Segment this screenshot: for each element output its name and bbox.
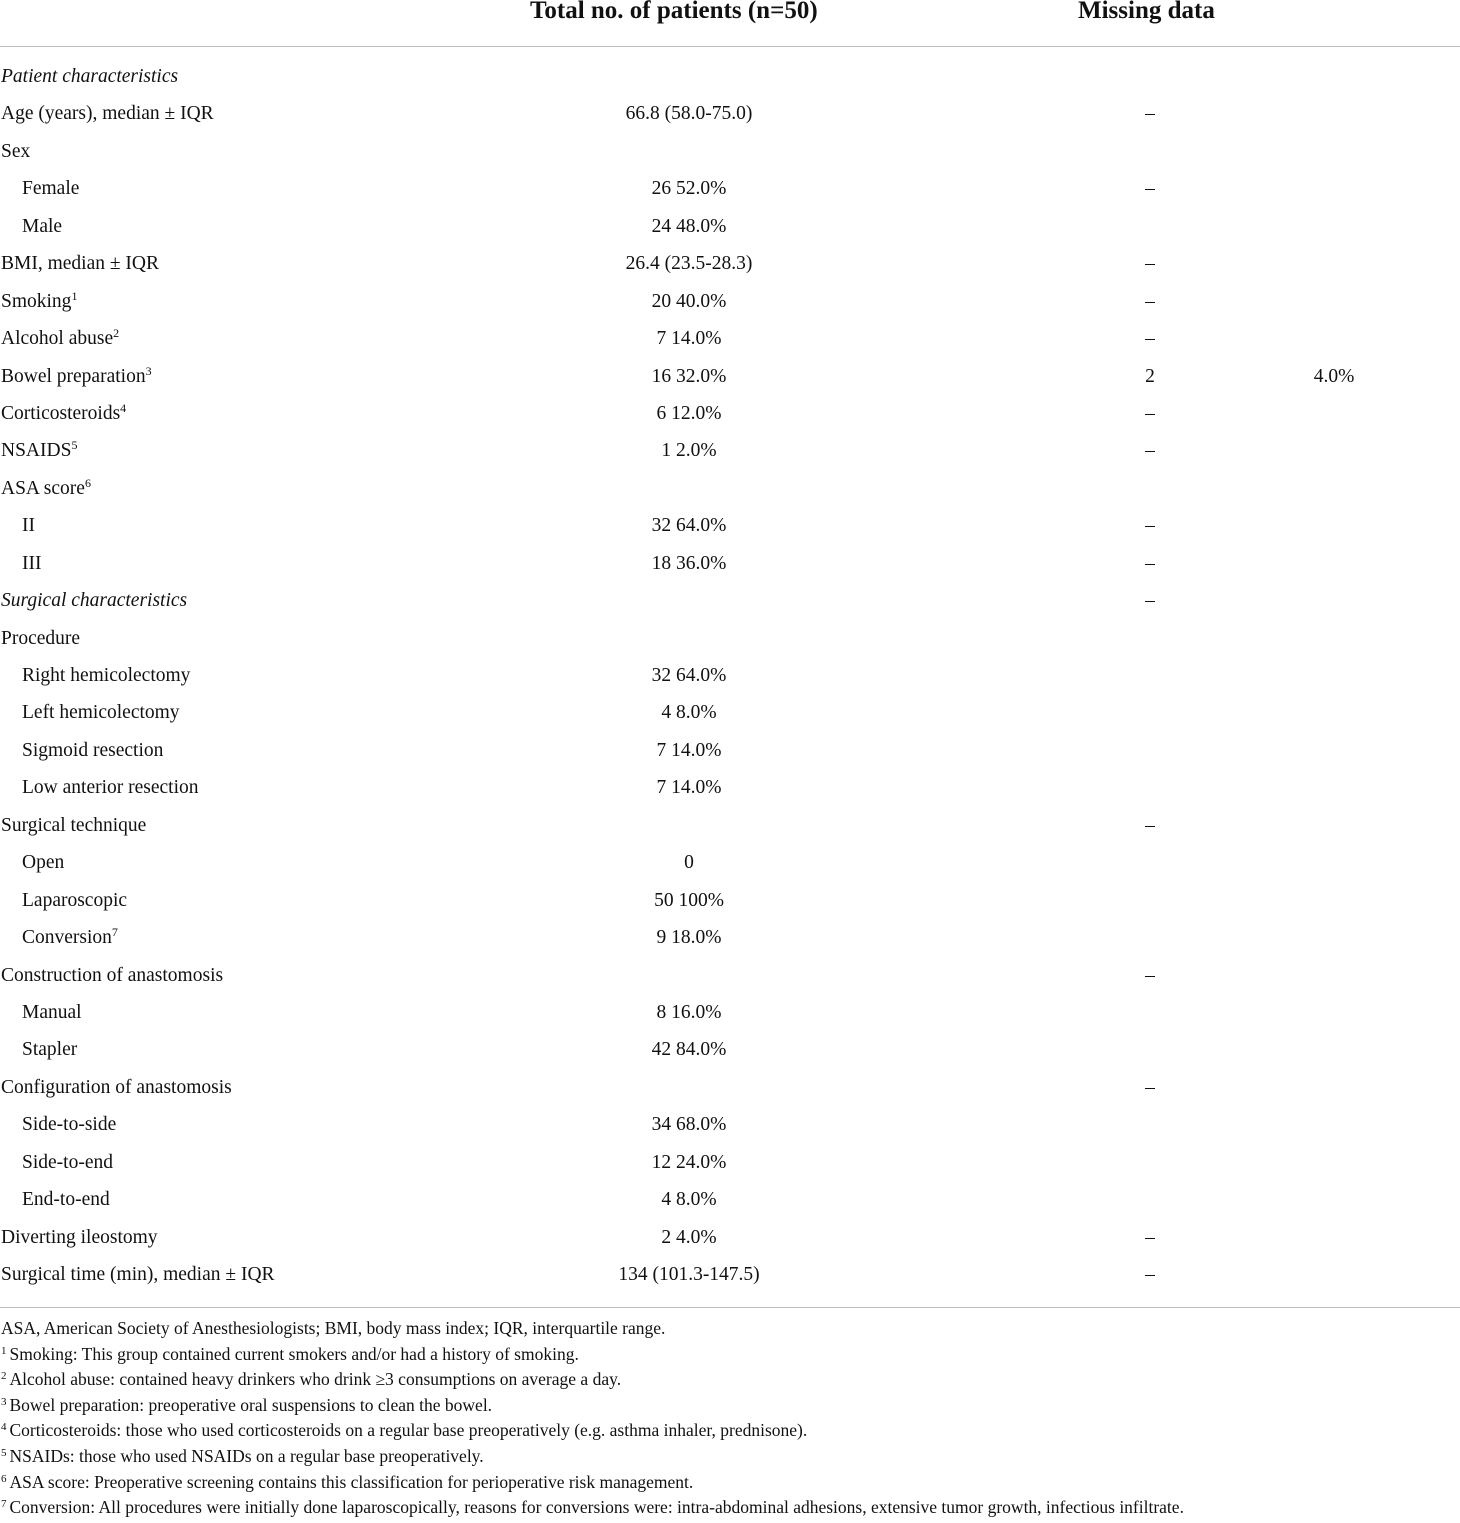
footnote-text: NSAIDs: those who used NSAIDs on a regular base preoperatively.: [9, 1445, 484, 1466]
missing-cell: –: [1145, 290, 1155, 312]
table-header: [0, 0, 1460, 28]
table-row: [0, 1221, 1460, 1258]
row-label: [1, 253, 159, 275]
total-cell: 4 8.0%: [661, 702, 717, 724]
row-label-text: Patient characteristics: [1, 66, 179, 87]
row-label: [22, 553, 41, 575]
table-row: [0, 397, 1460, 434]
row-label-text: Male: [22, 215, 63, 237]
header-rule: [0, 46, 1460, 47]
total-cell: 9 18.0%: [656, 927, 722, 949]
table-row: [0, 360, 1460, 397]
row-label-text: End-to-end: [22, 1189, 110, 1211]
table-row: [0, 846, 1460, 883]
table-row: [0, 921, 1460, 958]
footer-rule: [0, 1307, 1460, 1308]
footnote-text: Smoking: This group contained current smokers and/or had a history of smoking.: [9, 1343, 579, 1364]
row-label-text: Left hemicolectomy: [22, 702, 180, 724]
missing-cell: –: [1145, 103, 1155, 125]
footnote-text: Bowel preparation: preoperative oral suspensions to clean the bowel.: [9, 1394, 493, 1415]
total-cell: 134 (101.3-147.5): [618, 1264, 760, 1285]
row-label-text: Sex: [1, 140, 31, 162]
footnote: [1, 1344, 1451, 1370]
footnote-text: ASA score: Preoperative screening contains this classification for perioperative risk management.: [9, 1471, 694, 1492]
footnote-text: ASA, American Society of Anesthesiologists; BMI, body mass index; IQR, interquartile range.: [1, 1318, 666, 1338]
table-body: [0, 60, 1460, 1295]
missing-cell: –: [1145, 178, 1155, 200]
table-row: [0, 884, 1460, 921]
footnote-number: 3: [1, 1395, 7, 1408]
row-label-text: Corticosteroids: [1, 402, 121, 424]
total-cell: 32 64.0%: [651, 665, 727, 686]
footnote-number: 6: [1, 1472, 7, 1485]
row-label-text: NSAIDS: [1, 440, 72, 462]
total-cell: 26.4 (23.5-28.3): [625, 253, 753, 275]
table-row: [0, 1108, 1460, 1145]
table-row: [0, 771, 1460, 808]
row-label: [1, 1227, 158, 1249]
row-label: [22, 178, 79, 200]
total-cell: 6 12.0%: [656, 402, 722, 424]
row-label-text: Alcohol abuse: [1, 328, 114, 350]
table-row: [0, 60, 1460, 97]
row-label: [1, 1077, 232, 1099]
footnote-number: 2: [1, 1370, 7, 1383]
footnote: [1, 1446, 1451, 1472]
total-cell: 0: [684, 852, 694, 874]
row-label-text: BMI, median ± IQR: [1, 253, 160, 275]
total-cell: 4 8.0%: [661, 1189, 717, 1211]
table-row: [0, 472, 1460, 509]
row-label-text: Open: [22, 852, 65, 874]
row-label-text: Diverting ileostomy: [1, 1226, 158, 1248]
table-row: [0, 734, 1460, 771]
total-cell: 1 2.0%: [661, 440, 717, 462]
table-row: [0, 1258, 1460, 1295]
row-label-text: II: [22, 515, 35, 537]
row-label-text: Right hemicolectomy: [22, 665, 191, 686]
total-cell: 7 14.0%: [656, 328, 722, 350]
row-label-text: Age (years), median ± IQR: [1, 103, 214, 125]
table-row: [0, 1183, 1460, 1220]
row-label: [1, 103, 214, 125]
row-label: [1, 965, 223, 987]
footnote-text: Alcohol abuse: contained heavy drinkers who drink ≥3 consumptions on average a day.: [9, 1369, 622, 1390]
table-row: [0, 584, 1460, 621]
header-total-patients: Total no. of patients (n=50): [530, 0, 818, 24]
footnote: [1, 1318, 1451, 1344]
row-label-text: Low anterior resection: [22, 777, 199, 799]
table-row: [0, 285, 1460, 322]
footnote-number: 5: [1, 1446, 7, 1459]
footnote-number: 7: [1, 1498, 7, 1511]
missing-cell: –: [1145, 440, 1155, 462]
row-label: [22, 665, 190, 687]
table-row: [0, 322, 1460, 359]
total-cell: 32 64.0%: [651, 515, 727, 537]
header-missing-data: Missing data: [1078, 0, 1215, 24]
row-label: [22, 702, 180, 724]
row-label-text: Sigmoid resection: [22, 739, 164, 761]
table-row: [0, 1033, 1460, 1070]
missing-cell: –: [1145, 1264, 1155, 1285]
total-cell: 26 52.0%: [651, 178, 727, 200]
row-label: [22, 927, 118, 949]
row-label: [1, 141, 30, 163]
total-cell: 24 48.0%: [651, 215, 727, 237]
row-label: [22, 1039, 77, 1061]
row-label: [22, 740, 163, 762]
missing-cell: –: [1145, 1226, 1155, 1248]
row-label-text: Stapler: [22, 1039, 78, 1061]
footnote-marker: 5: [71, 438, 78, 453]
total-cell: 18 36.0%: [651, 552, 727, 574]
table-row: [0, 1146, 1460, 1183]
total-cell: 8 16.0%: [656, 1001, 722, 1023]
row-label: [1, 288, 78, 313]
row-label: [1, 628, 80, 650]
row-label: [22, 515, 35, 537]
total-cell: 50 100%: [654, 889, 724, 911]
missing-cell: –: [1145, 552, 1155, 574]
table-row: [0, 210, 1460, 247]
missing-cell: –: [1145, 515, 1155, 537]
row-label: [22, 777, 199, 799]
row-label: [1, 815, 146, 837]
row-label: [1, 1264, 275, 1286]
section-heading: [1, 66, 178, 88]
row-label-text: III: [22, 552, 42, 574]
row-label-text: Construction of anastomosis: [1, 964, 224, 986]
row-label: [22, 852, 64, 874]
footnote-marker: 3: [145, 363, 152, 378]
table-row: [0, 172, 1460, 209]
row-label-text: Bowel preparation: [1, 365, 146, 387]
missing-cell: –: [1145, 814, 1155, 836]
missing-cell: –: [1145, 590, 1155, 612]
row-label-text: Surgical characteristics: [1, 590, 188, 612]
total-cell: 42 84.0%: [651, 1039, 727, 1061]
total-cell: 66.8 (58.0-75.0): [625, 103, 753, 125]
footnote: [1, 1497, 1451, 1523]
total-cell: 7 14.0%: [656, 739, 722, 761]
footnote: [1, 1395, 1451, 1421]
footnote-text: Corticosteroids: those who used corticosteroids on a regular base preoperatively (e.g. asthma inhaler, prednisone).: [9, 1420, 808, 1441]
missing-cell: –: [1145, 328, 1155, 350]
row-label: [22, 890, 127, 912]
table-row: [0, 659, 1460, 696]
total-cell: 12 24.0%: [651, 1151, 727, 1173]
footnote: [1, 1420, 1451, 1446]
table-row: [0, 547, 1460, 584]
footnote-marker: 7: [111, 925, 118, 940]
row-label: [22, 1189, 110, 1211]
total-cell: 2 4.0%: [661, 1226, 717, 1248]
footnote-marker: 2: [113, 326, 120, 341]
row-label-text: Manual: [22, 1001, 82, 1023]
row-label-text: Laparoscopic: [22, 889, 128, 911]
footnote: [1, 1472, 1451, 1498]
row-label: [22, 1114, 116, 1136]
table-row: [0, 996, 1460, 1033]
row-label-text: Female: [22, 178, 80, 200]
row-label-text: Smoking: [1, 290, 72, 312]
missing-cell: –: [1145, 1076, 1155, 1098]
missing-cell: –: [1145, 253, 1155, 275]
section-heading: [1, 590, 187, 612]
row-label-text: Conversion: [22, 927, 112, 949]
total-cell: 7 14.0%: [656, 777, 722, 799]
total-cell: 20 40.0%: [651, 290, 727, 312]
total-cell: 16 32.0%: [651, 365, 727, 387]
table-row: [0, 97, 1460, 134]
row-label: [1, 363, 152, 388]
footnote: [1, 1369, 1451, 1395]
footnote-marker: 4: [120, 400, 127, 415]
missing-cell: 2: [1145, 365, 1155, 387]
row-label-text: Side-to-end: [22, 1151, 113, 1173]
row-label: [1, 400, 127, 425]
footnote-text: Conversion: All procedures were initially done laparoscopically, reasons for conversions were: intra-abdominal adhesions, extensive tumor growth, infectious infiltrate.: [9, 1497, 1184, 1518]
row-label: [22, 1002, 82, 1024]
row-label: [22, 216, 62, 238]
footnote-marker: 1: [71, 288, 78, 303]
footnote-marker: 6: [84, 475, 91, 490]
table-row: [0, 809, 1460, 846]
row-label-text: Side-to-side: [22, 1114, 117, 1136]
row-label-text: ASA score: [1, 477, 85, 499]
row-label: [22, 1152, 113, 1174]
table-row: [0, 696, 1460, 733]
footnote-number: 1: [1, 1344, 7, 1357]
row-label-text: Surgical technique: [1, 814, 147, 836]
row-label-text: Surgical time (min), median ± IQR: [1, 1264, 275, 1285]
table-row: [0, 434, 1460, 471]
footnotes: [1, 1318, 1451, 1523]
row-label: [1, 440, 77, 462]
table-row: [0, 1071, 1460, 1108]
missing-cell: –: [1145, 402, 1155, 424]
missing-percent-cell: 4.0%: [1313, 365, 1355, 387]
table-row: [0, 135, 1460, 172]
footnote-number: 4: [1, 1421, 7, 1434]
table-row: [0, 509, 1460, 546]
row-label-text: Configuration of anastomosis: [1, 1076, 232, 1098]
table-row: [0, 622, 1460, 659]
table-row: [0, 247, 1460, 284]
table-row: [0, 959, 1460, 996]
missing-cell: –: [1145, 964, 1155, 986]
total-cell: 34 68.0%: [651, 1114, 727, 1136]
row-label-text: Procedure: [1, 627, 81, 649]
row-label: [1, 328, 119, 350]
row-label: [1, 475, 91, 500]
